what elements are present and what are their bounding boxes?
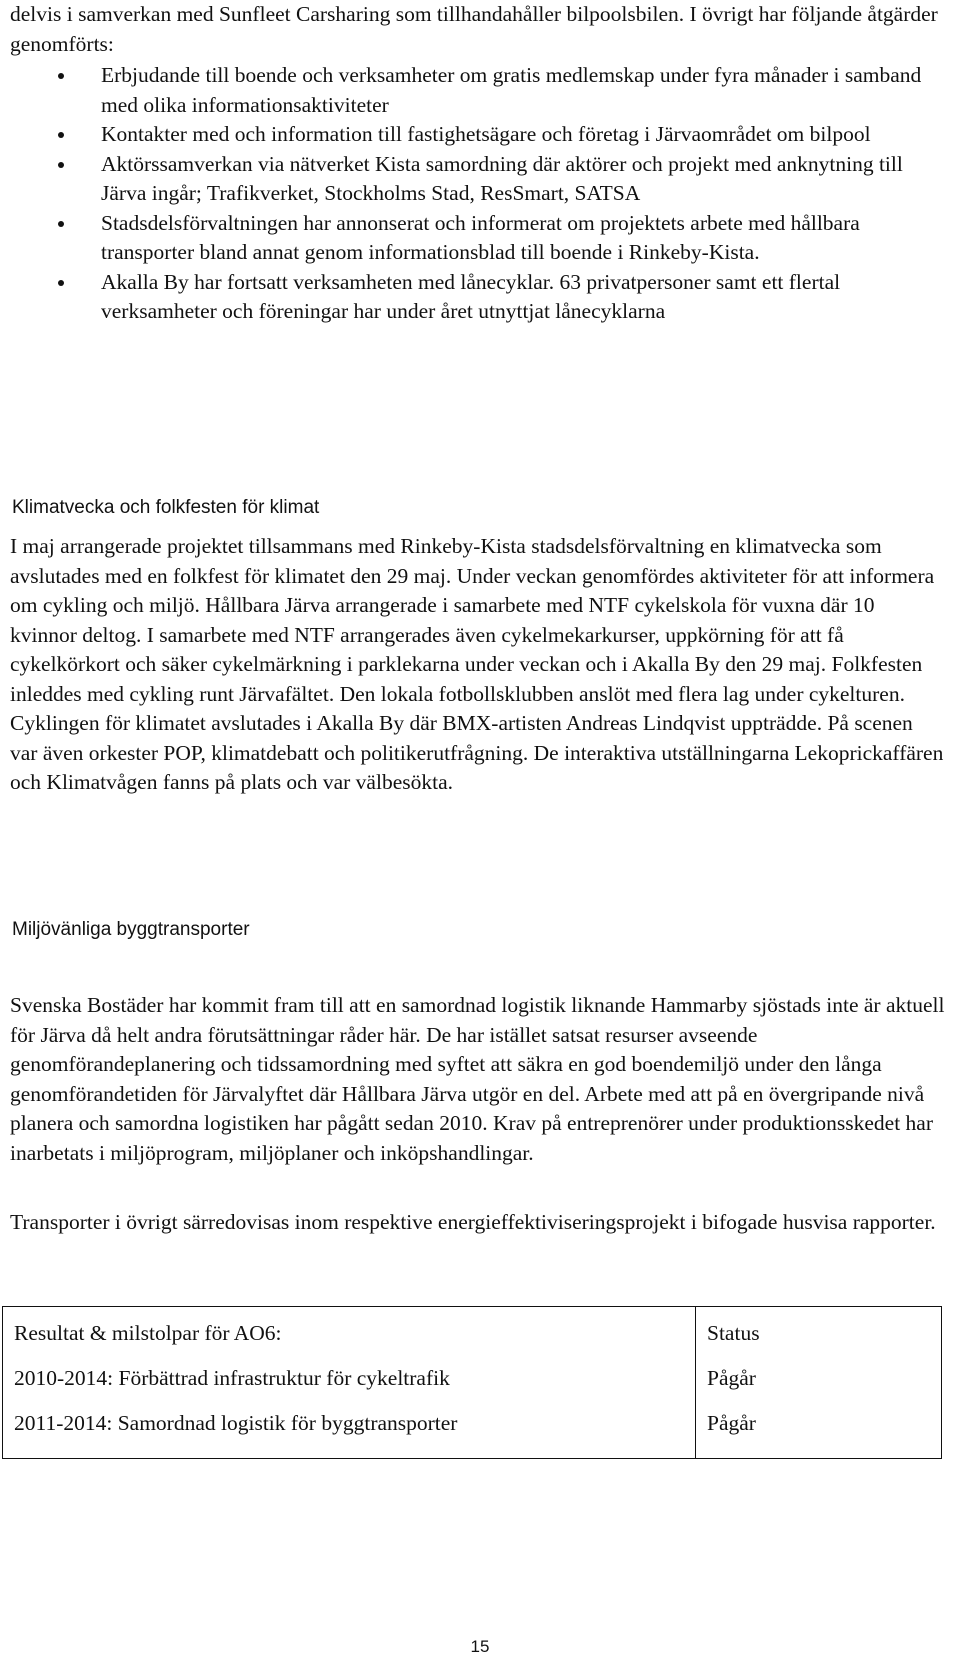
section-body-bygg: Svenska Bostäder har kommit fram till att en samordnad logistik liknande Hammarby sjöstads inte är aktuell för Järva då helt andra förutsättningar råder här. De har istället satsat resurser avseende genomförandeplanering och tidssamordning med syftet att säkra en god boendemiljö under den långa genomförandetiden för Järvalyftet där Hållbara Järva utgör en del. Arbete med att på en övergripande nivå planera och samordna logistiken har pågått sedan 2010. Krav på entreprenörer under produktionsskedet har inarbetats i miljöprogram, miljöplaner och inköpshandlingar. (10, 993, 945, 1165)
bullet-icon (58, 280, 64, 286)
milestone-text: 2010-2014: Förbättrad infrastruktur för cykeltrafik (14, 1366, 450, 1390)
status-cell (696, 1307, 942, 1459)
list-item-text: Erbjudande till boende och verksamheter om gratis medlemskap under fyra månader i samband med olika informationsaktiviteter (101, 63, 922, 117)
section-body-klimat: I maj arrangerade projektet tillsammans med Rinkeby-Kista stadsdelsförvaltning en klimatvecka som avslutades med en folkfest för klimatet den 29 maj. Under veckan genomfördes aktiviteter för att informera om cykling och miljö. Hållbara Järva arrangerade i samarbete med NTF cykelskola för vuxna där 10 kvinnor deltog. I samarbete med NTF arrangerades även cykelmekarkurser, uppkörning för att få cykelkörkort och säker cykelmärkning i parklekarna under veckan och i Akalla By den 29 maj. Folkfesten inleddes med cykling runt Järvafältet. Den lokala fotbollsklubben anslöt med flera lag under cykelturen. Cyklingen för klimatet avslutades i Akalla By där BMX-artisten Andreas Lindqvist uppträdde. På scenen var även orkester POP, klimatdebatt och politikerutfrågning. De interaktiva utställningarna Lekoprickaffären och Klimatvågen fanns på plats och var välbesökta. (10, 534, 944, 794)
page-number: 15 (470, 1637, 490, 1656)
milestone-cell (3, 1307, 696, 1459)
bullet-icon (58, 132, 64, 138)
table-header-milestones: Resultat & milstolpar för AO6: (14, 1321, 282, 1345)
table-header-status: Status (707, 1321, 760, 1345)
list-item-text: Aktörssamverkan via nätverket Kista samordning där aktörer och projekt med anknytning till Järva ingår; Trafikverket, Stockholms Stad, ResSmart, SATSA (101, 151, 903, 205)
milestone-text: 2011-2014: Samordnad logistik för byggtransporter (14, 1411, 458, 1435)
section-body-transport: Transporter i övrigt särredovisas inom respektive energieffektiviseringsprojekt i bifogade husvisa rapporter. (10, 1210, 936, 1234)
list-item (58, 268, 948, 327)
bullet-icon (58, 221, 64, 227)
list-item-text: Akalla By har fortsatt verksamheten med lånecyklar. 63 privatpersoner samt ett flertal verksamheter och föreningar har under året utnyttjat lånecyklarna (101, 269, 841, 323)
list-item (58, 150, 948, 209)
status-text: Pågår (707, 1411, 756, 1435)
list-item-text: Kontakter med och information till fastighetsägare och företag i Järvaområdet om bilpool (101, 122, 871, 146)
bullet-icon (58, 162, 64, 168)
list-item (58, 209, 948, 268)
list-item (58, 61, 948, 120)
table-row (3, 1307, 942, 1459)
section-heading-bygg: Miljövänliga byggtransporter (12, 919, 250, 940)
section-heading-klimat: Klimatvecka och folkfesten för klimat (12, 497, 320, 518)
intro-paragraph: delvis i samverkan med Sunfleet Carsharing som tillhandahåller bilpoolsbilen. I övrigt har följande åtgärder genomförts: (10, 2, 938, 56)
bullet-icon (58, 73, 64, 79)
list-item-text: Stadsdelsförvaltningen har annonserat och informerat om projektets arbete med hållbara transporter bland annat genom informationsblad till boende i Rinkeby-Kista. (101, 210, 860, 264)
list-item (58, 120, 948, 150)
measures-list (58, 61, 948, 327)
status-text: Pågår (707, 1366, 756, 1390)
milestone-table (2, 1306, 942, 1459)
